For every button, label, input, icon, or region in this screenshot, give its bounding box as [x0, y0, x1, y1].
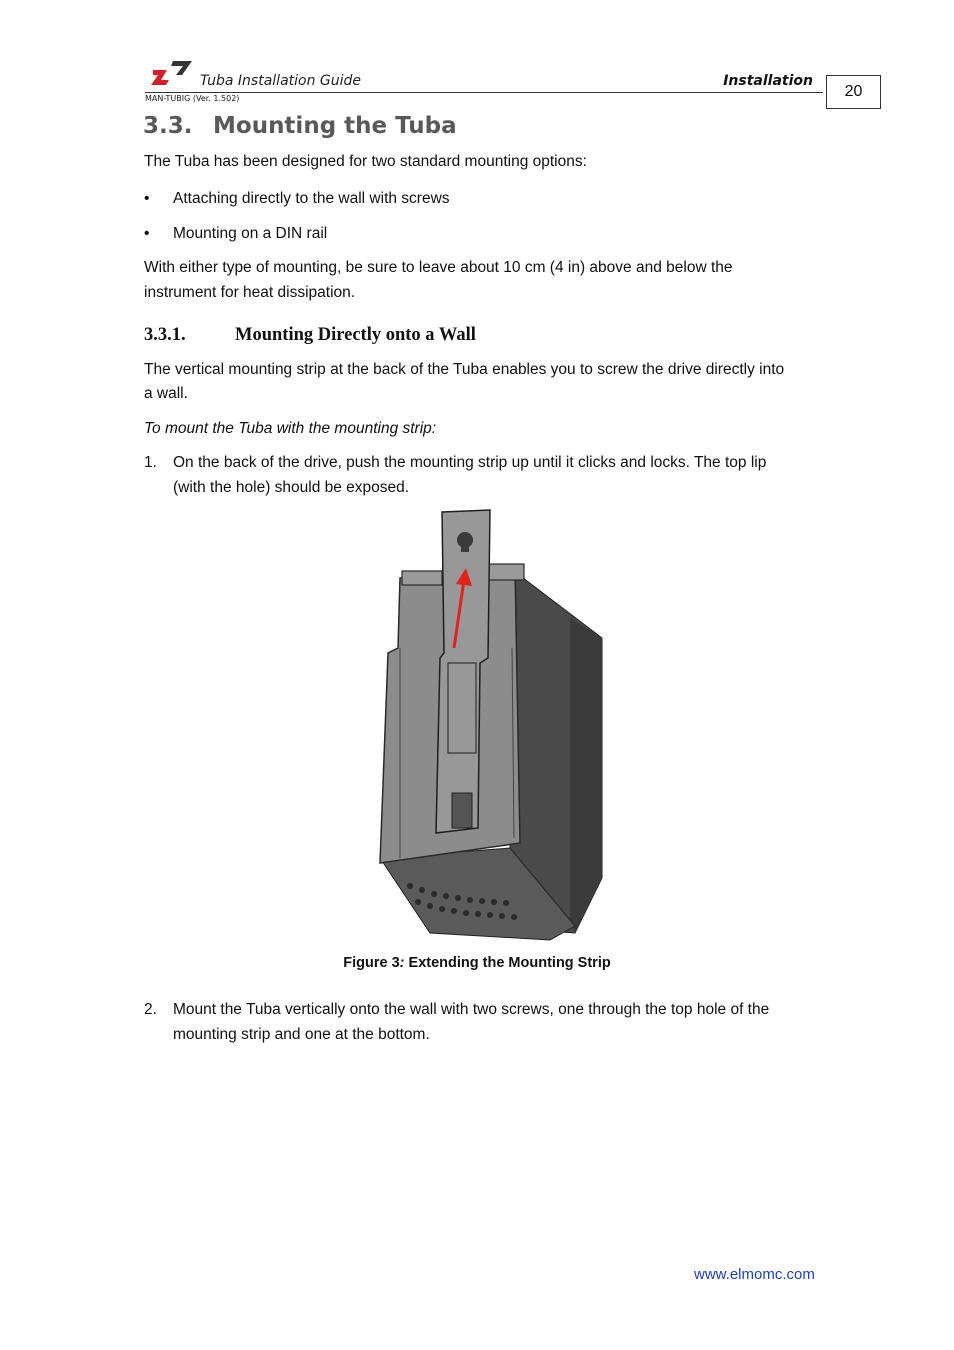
section-heading — [143, 113, 457, 139]
subsection-body-line: The vertical mounting strip at the back of the Tuba enables you to screw the drive directly into — [144, 361, 785, 378]
list-item-text: Mounting on a DIN rail — [173, 225, 328, 242]
procedure-title: To mount the Tuba with the mounting strip: — [144, 420, 437, 437]
section-title: Mounting the Tuba — [213, 113, 457, 139]
section-note-line: instrument for heat dissipation. — [144, 284, 356, 301]
tuba-mounting-strip-illustration — [370, 508, 610, 944]
list-item-text: Attaching directly to the wall with screws — [173, 190, 450, 207]
step-text-line: On the back of the drive, push the mounting strip up until it clicks and locks. The top lip — [173, 454, 767, 471]
subsection-title: Mounting Directly onto a Wall — [235, 325, 476, 345]
document-version: MAN-TUBIG (Ver. 1.502) — [145, 94, 240, 103]
subsection-body-line: a wall. — [144, 385, 188, 402]
step-text-line: (with the hole) should be exposed. — [173, 479, 410, 496]
figure-caption-text: Extending the Mounting Strip — [404, 955, 611, 971]
header-rule — [145, 92, 823, 93]
section-intro: The Tuba has been designed for two standard mounting options: — [144, 153, 587, 170]
subsection-heading — [144, 325, 476, 346]
step-text-line: Mount the Tuba vertically onto the wall with two screws, one through the top hole of the — [173, 1001, 770, 1018]
page-header — [145, 58, 823, 103]
elmo-logo-icon — [149, 58, 193, 88]
section-number: 3.3. — [143, 113, 193, 139]
figure-caption — [0, 955, 954, 971]
step-text-line: mounting strip and one at the bottom. — [173, 1026, 430, 1043]
header-title: Tuba Installation Guide — [200, 73, 362, 89]
step-number: 1. — [144, 454, 157, 471]
bullet-icon: • — [144, 190, 150, 207]
subsection-number: 3.3.1. — [144, 325, 186, 345]
bullet-icon: • — [144, 225, 150, 242]
section-note-line: With either type of mounting, be sure to leave about 10 cm (4 in) above and below the — [144, 259, 733, 276]
figure-caption-label: Figure 3 — [343, 955, 400, 971]
step-number: 2. — [144, 1001, 157, 1018]
footer-website-link[interactable]: www.elmomc.com — [694, 1266, 815, 1283]
page-number: 20 — [826, 75, 881, 109]
header-section: Installation — [723, 73, 813, 89]
figure-caption-separator: : — [399, 955, 405, 971]
